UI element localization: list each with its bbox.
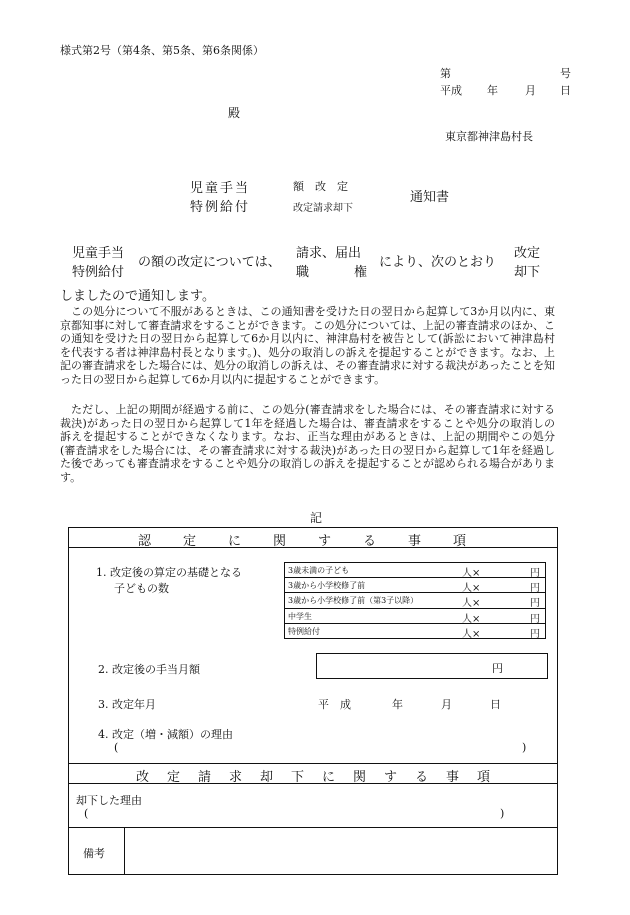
sentence-continuation: しましたので通知します。 — [60, 289, 215, 304]
grid-row-label: 中学生 — [288, 612, 312, 621]
grid-row-label: 3歳から小学校修了前 — [288, 581, 366, 590]
grid-divider — [284, 592, 546, 593]
item-1-label-2: 子どもの数 — [114, 582, 169, 595]
item-3-era: 平 成 — [318, 698, 351, 711]
form-number: 様式第2号（第4条、第5条、第6条関係） — [60, 44, 264, 57]
grid-row-label: 3歳未満の子ども — [288, 566, 350, 575]
grid-row-yen[interactable]: 円 — [530, 614, 540, 625]
item-4-open-paren: ( — [114, 741, 119, 754]
section-1-header: 認定に関する事項 — [138, 534, 499, 549]
monthly-amount-unit: 円 — [492, 662, 503, 675]
section-2-header-divider — [68, 783, 558, 784]
grid-row-persons[interactable]: 人× — [462, 583, 481, 594]
section-2-header: 改定請求却下に関する事項 — [136, 770, 509, 785]
title-benefit-2: 特例給付 — [190, 200, 251, 215]
section-2-top-divider — [68, 763, 558, 764]
sentence-part-4: により、次のとおり — [379, 255, 497, 270]
grid-row-yen[interactable]: 円 — [530, 598, 540, 609]
grid-row-persons[interactable]: 人× — [462, 568, 481, 579]
item-3-label: 3. 改定年月 — [98, 698, 156, 711]
grid-row-yen[interactable]: 円 — [530, 568, 540, 579]
monthly-amount-field[interactable] — [316, 653, 548, 679]
notice-paragraph-1: この処分について不服があるときは、この通知書を受けた日の翌日から起算して3か月以内に、東京都知事に対して審査請求をすることができます。この処分については、上記の審査請求のほか、この通知を受けた日の翌日から起算して6か月以内に、神津島村を被告として(訴訟において神津島村を代表する者は神津島村長となります。)、処分の取消しの訴えを提起することができます。なお、上記の審査請求をした場合には、処分の取消しの訴えは、その審査請求に対する裁決があったことを知った日の翌日から起算して6か月以内に提起することができます。 — [60, 305, 555, 386]
grid-row-label: 3歳から小学校修了前（第3子以降） — [288, 596, 419, 605]
sentence-claim: 請求、届出 — [296, 246, 362, 261]
sentence-part-2: の額の改定については、 — [138, 255, 281, 270]
item-3-year: 年 — [392, 698, 403, 711]
date-era: 平成 — [440, 84, 462, 97]
grid-row-yen[interactable]: 円 — [530, 583, 540, 594]
sentence-rejected: 却下 — [514, 265, 541, 280]
date-month: 月 — [525, 84, 536, 97]
date-year: 年 — [487, 84, 498, 97]
grid-row-yen[interactable]: 円 — [530, 629, 540, 640]
item-1-label: 1. 改定後の算定の基礎となる — [96, 566, 242, 579]
title-benefit-1: 児童手当 — [190, 181, 251, 196]
grid-row-label: 特例給付 — [288, 627, 320, 636]
doc-number-suffix: 号 — [560, 67, 571, 80]
grid-divider — [284, 577, 546, 578]
issuer: 東京都神津島村長 — [445, 130, 533, 143]
title-revision: 額 改 定 — [293, 180, 348, 193]
sentence-revised: 改定 — [514, 246, 541, 261]
date-day: 日 — [560, 84, 571, 97]
sentence-benefit-1: 児童手当 — [72, 246, 125, 261]
grid-row-persons[interactable]: 人× — [462, 614, 481, 625]
rejection-reason-close-paren: ) — [500, 807, 505, 820]
sentence-ex-officio-2: 権 — [354, 265, 368, 280]
remarks-label: 備考 — [83, 847, 105, 860]
remarks-field[interactable] — [125, 828, 557, 874]
rejection-reason-open-paren: ( — [84, 807, 89, 820]
title-rejection: 改定請求却下 — [293, 203, 353, 214]
notice-paragraph-2: ただし、上記の期間が経過する前に、この処分(審査請求をした場合には、その審査請求に対する裁決)があった日の翌日から起算して1年を経過した場合は、審査請求をすることや処分の取消しの訴えを提起することができなくなります。なお、正当な理由があるときは、上記の期間やこの処分(審査請求をした場合には、その審査請求に対する裁決)があった日の翌日から起算して1年を経過した後であっても審査請求をすることや処分の取消しの訴えを提起することが認められる場合があります。 — [60, 403, 555, 484]
section-1-header-divider — [68, 547, 558, 548]
sentence-ex-officio-1: 職 — [296, 265, 310, 280]
item-4-close-paren: ) — [522, 741, 527, 754]
item-2-label: 2. 改定後の手当月額 — [98, 663, 200, 676]
addressee-suffix: 殿 — [228, 106, 241, 120]
item-4-label: 4. 改定（増・減額）の理由 — [98, 728, 233, 741]
grid-row-persons[interactable]: 人× — [462, 598, 481, 609]
sentence-benefit-2: 特例給付 — [72, 265, 125, 280]
doc-number-prefix: 第 — [440, 67, 451, 80]
grid-row-persons[interactable]: 人× — [462, 629, 481, 640]
ki-marker: 記 — [310, 511, 323, 525]
grid-divider — [284, 623, 546, 624]
item-3-day: 日 — [490, 698, 501, 711]
item-3-month: 月 — [441, 698, 452, 711]
grid-divider — [284, 608, 546, 609]
rejection-reason-label: 却下した理由 — [76, 794, 142, 807]
title-notice: 通知書 — [410, 190, 450, 205]
